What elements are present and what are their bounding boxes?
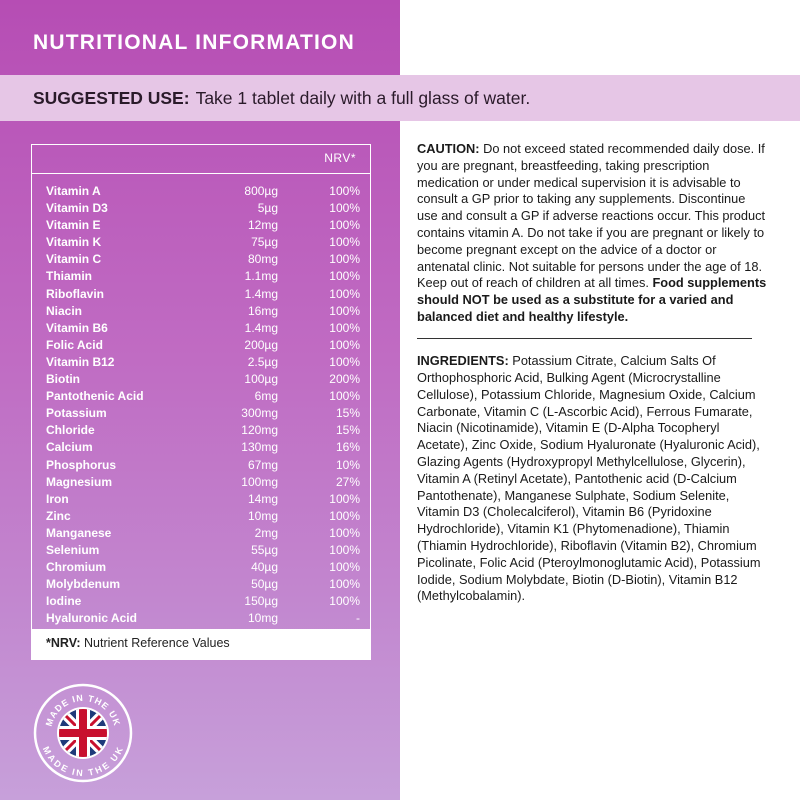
nutrient-row: [32, 422, 370, 439]
union-jack-icon: [53, 703, 113, 763]
nutrient-nrv: 100%: [329, 269, 360, 284]
nutrient-amount: 200µg: [244, 337, 278, 352]
caution-label: CAUTION:: [417, 141, 480, 156]
nrv-column-header: NRV*: [324, 151, 356, 165]
nutrient-nrv: 100%: [329, 491, 360, 506]
ingredients-text: Potassium Citrate, Calcium Salts Of Orthophosphoric Acid, Bulking Agent (Microcrystalline Cellulose), Potassium Chloride, Magnesium Oxide, Calcium Carbonate, Vitamin C (L-Ascorbic Acid), Ferrous Fumarate, Niacin (Nicotinamide), Vitamin E (D-Alpha Tocopheryl Acetate), Zinc Oxide, Sodium Hyaluronate (Hyaluronic Acid), Glazing Agents (Hydroxypropyl Methylcellulose, Glycerin), Vitamin A (Retinyl Acetate), Pantothenic acid (D-Calcium Pantothenate), Manganese Sulphate, Sodium Selenite, Vitamin D3 (Cholecalciferol), Vitamin B6 (Pyridoxine Hydrochloride), Vitamin K1 (Phytomenadione), Thiamin (Thiamin Hydrochloride), Riboflavin (Vitamin B2), Chromium Picolinate, Folic Acid (Pteroylmonoglutamic Acid), Potassium Iodide, Sodium Molybdate, Biotin (D-Biotin), Vitamin B12 (Methylcobalamin).: [417, 353, 761, 604]
nutrient-name: Zinc: [46, 508, 71, 523]
nutrient-name: Vitamin A: [46, 184, 101, 198]
nutrient-name: Folic Acid: [46, 337, 103, 352]
nutrient-name: Phosphorus: [46, 457, 117, 472]
nutrient-row: [32, 593, 370, 610]
nutrient-amount: 67mg: [247, 457, 278, 472]
nutrient-amount: 130mg: [241, 440, 278, 455]
nutrition-rows: [32, 183, 370, 627]
nutrient-nrv: 100%: [329, 235, 360, 250]
nutrient-amount: 12mg: [247, 218, 278, 233]
nutrient-row: [32, 217, 370, 234]
nutrient-nrv: 100%: [329, 286, 360, 301]
nutrient-nrv: 100%: [329, 252, 360, 267]
nutrient-nrv: 100%: [329, 201, 360, 216]
nutrient-row: [32, 610, 370, 627]
nutrient-name: Iron: [46, 491, 69, 506]
nutrient-nrv: 16%: [335, 440, 360, 455]
nutrient-row: [32, 525, 370, 542]
nutrient-amount: 2mg: [254, 525, 278, 540]
nutrient-row: [32, 491, 370, 508]
nutrient-amount: 5µg: [257, 201, 278, 216]
nutrient-row: [32, 234, 370, 251]
nutrient-nrv: 100%: [329, 577, 360, 592]
nrv-footnote: [32, 629, 370, 659]
nutrient-amount: 100mg: [241, 474, 278, 489]
nutrient-nrv: 100%: [329, 525, 360, 540]
nutrient-row: [32, 559, 370, 576]
nutrient-row: [32, 251, 370, 268]
nutrient-nrv: 200%: [329, 372, 360, 387]
suggested-use-text: Take 1 tablet daily with a full glass of water.: [195, 87, 531, 108]
nutrient-name: Vitamin B12: [46, 354, 115, 369]
nutrient-name: Chloride: [46, 423, 95, 438]
nutrient-row: [32, 576, 370, 593]
nutrient-name: Thiamin: [46, 269, 93, 284]
nutrient-nrv: 15%: [335, 423, 360, 438]
badge-top-text: MADE IN THE UK: [43, 692, 123, 728]
nrv-footnote-text: Nutrient Reference Values: [84, 636, 230, 650]
section-divider: [417, 338, 752, 340]
nutrient-row: [32, 268, 370, 285]
nrv-footnote-label: *NRV:: [46, 636, 81, 650]
nutrient-nrv: 100%: [329, 594, 360, 609]
nutrient-name: Riboflavin: [46, 286, 105, 301]
made-in-uk-badge: [33, 683, 133, 783]
nutrient-row: [32, 371, 370, 388]
nutrient-nrv: 27%: [335, 474, 360, 489]
nutrient-amount: 6mg: [254, 389, 278, 404]
nutrient-nrv: 100%: [329, 303, 360, 318]
nutrient-nrv: 100%: [329, 320, 360, 335]
nutrient-amount: 80mg: [247, 252, 278, 267]
nutrient-row: [32, 388, 370, 405]
nutrient-amount: 1.4mg: [244, 320, 278, 335]
nutrient-amount: 55µg: [251, 542, 278, 557]
nutrient-row: [32, 320, 370, 337]
nutrient-name: Hyaluronic Acid: [46, 611, 137, 626]
nutrition-table-header: [32, 145, 370, 174]
nutrient-row: [32, 508, 370, 525]
nutrient-amount: 75µg: [251, 235, 278, 250]
nutrient-name: Iodine: [46, 594, 82, 609]
nutrient-amount: 10mg: [247, 508, 278, 523]
nutrient-amount: 2.5µg: [247, 354, 278, 369]
nutrient-name: Molybdenum: [46, 577, 120, 592]
badge-bottom-text: MADE IN THE UK: [40, 744, 126, 779]
nutrient-row: [32, 183, 370, 200]
nutrient-name: Vitamin B6: [46, 320, 108, 335]
nutrient-amount: 14mg: [247, 491, 278, 506]
ingredients-section: [417, 353, 769, 605]
info-column: [417, 141, 769, 605]
nutrient-name: Pantothenic Acid: [46, 389, 144, 404]
nutrient-name: Biotin: [46, 372, 80, 387]
nutrient-nrv: 100%: [329, 337, 360, 352]
nutrient-name: Vitamin C: [46, 252, 102, 267]
nutrient-row: [32, 200, 370, 217]
nutrient-row: [32, 303, 370, 320]
nutrient-name: Vitamin E: [46, 218, 101, 233]
suggested-use-band: [0, 75, 800, 121]
nutrient-nrv: 15%: [335, 406, 360, 421]
nutrient-amount: 16mg: [247, 303, 278, 318]
nutrient-row: [32, 439, 370, 456]
nutrient-row: [32, 474, 370, 491]
suggested-use-label: SUGGESTED USE:: [33, 87, 190, 108]
nutrient-name: Potassium: [46, 406, 107, 421]
nutrient-name: Manganese: [46, 525, 112, 540]
caution-bold-text: Food supplements should NOT be used as a substitute for a varied and balanced diet and healthy lifestyle.: [417, 275, 767, 324]
nutrition-table: [31, 144, 371, 660]
nutrient-amount: 1.4mg: [244, 286, 278, 301]
nutrient-row: [32, 354, 370, 371]
nutrient-name: Magnesium: [46, 474, 113, 489]
caution-section: [417, 141, 769, 326]
nutrient-nrv: 100%: [329, 542, 360, 557]
nutrient-row: [32, 405, 370, 422]
nutrient-amount: 40µg: [251, 560, 278, 575]
nutrient-name: Vitamin D3: [46, 201, 108, 216]
nutrient-name: Niacin: [46, 303, 83, 318]
nutrient-nrv: 100%: [329, 508, 360, 523]
nutrient-name: Calcium: [46, 440, 93, 455]
page-title: NUTRITIONAL INFORMATION: [33, 31, 355, 54]
nutrient-nrv: 100%: [329, 389, 360, 404]
nutrient-row: [32, 286, 370, 303]
nutrient-nrv: 100%: [329, 560, 360, 575]
nutrient-name: Chromium: [46, 560, 106, 575]
nutrient-nrv: 100%: [329, 184, 360, 198]
nutrient-amount: 300mg: [241, 406, 278, 421]
nutrient-amount: 50µg: [251, 577, 278, 592]
nutrient-amount: 800µg: [244, 184, 278, 198]
nutrient-amount: 150µg: [244, 594, 278, 609]
nutrient-nrv: 10%: [335, 457, 360, 472]
nutrient-nrv: -: [356, 611, 360, 626]
nutrient-name: Selenium: [46, 542, 100, 557]
nutrient-amount: 1.1mg: [244, 269, 278, 284]
nutrient-row: [32, 457, 370, 474]
caution-text: Do not exceed stated recommended daily dose. If you are pregnant, breastfeeding, taking prescription medication or under medical supervision it is advisable to consult a GP prior to taking any supplements. Discontinue use and consult a GP if adverse reactions occur. This product contains vitamin A. Do not take if you are pregnant or likely to become pregnant except on the advice of a doctor or antenatal clinic. Not suitable for persons under the age of 18. Keep out of reach of children at all times.: [417, 141, 766, 291]
nutrient-amount: 10mg: [247, 611, 278, 626]
nutrient-name: Vitamin K: [46, 235, 102, 250]
nutrient-row: [32, 542, 370, 559]
nutrient-amount: 120mg: [241, 423, 278, 438]
nutrient-nrv: 100%: [329, 354, 360, 369]
nutrient-amount: 100µg: [244, 372, 278, 387]
nutrient-row: [32, 337, 370, 354]
nutrient-nrv: 100%: [329, 218, 360, 233]
ingredients-label: INGREDIENTS:: [417, 353, 509, 369]
